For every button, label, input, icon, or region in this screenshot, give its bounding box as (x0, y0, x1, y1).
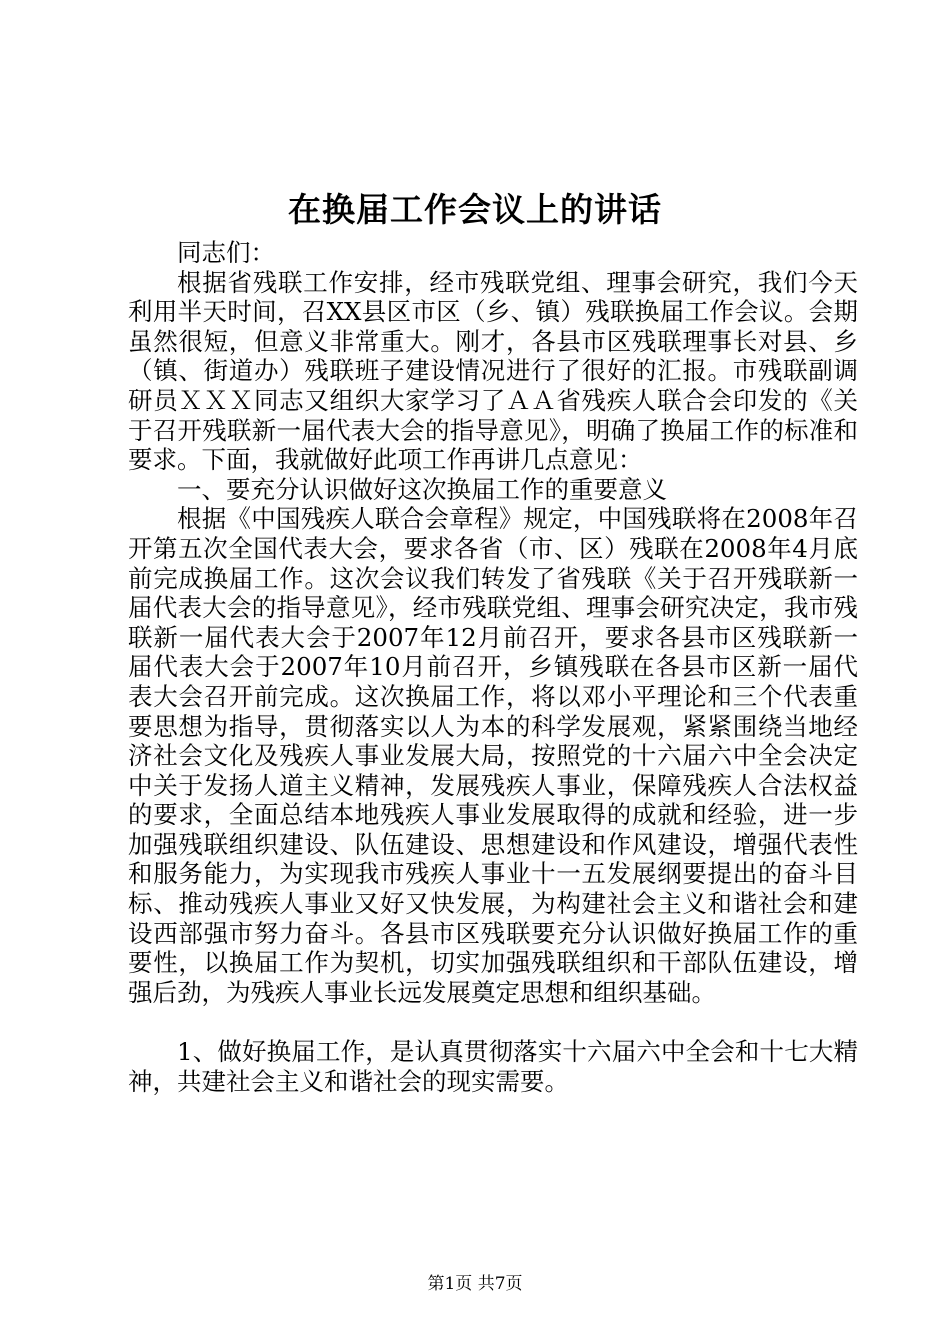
page-indicator: 第1页 共7页 (427, 1274, 523, 1294)
document-title: 在换届工作会议上的讲话 (288, 190, 662, 229)
salutation: 同志们： (177, 238, 275, 267)
section-heading-1: 一、要充分认识做好这次换届工作的重要意义 (177, 474, 667, 504)
paragraph-section-1: 根据《中国残疾人联合会章程》规定，中国残联将在2008年召开第五次全国代表大会，要求各省（市、区）残联在2008年4月底前完成换届工作。这次会议我们转发了省残联《关于召开残联新一届代表大会的指导意见》，经市残联党组、理事会研究决定，我市残联新一届代表大会于2007年12月前召开，要求各县市区残联新一届代表大会于2007年10月前召开，乡镇残联在各县市区新一届代表大会召开前完成。这次换届工作，将以邓小平理论和三个代表重要思想为指导，贯彻落实以人为本的科学发展观，紧紧围绕当地经济社会文化及残疾人事业发展大局，按照党的十六届六中全会决定中关于发扬人道主义精神，发展残疾人事业，保障残疾人合法权益的要求，全面总结本地残疾人事业发展取得的成就和经验，进一步加强残联组织建设、队伍建设、思想建设和作风建设，增强代表性和服务能力，为实现我市残疾人事业十一五发展纲要提出的奋斗目标、推动残疾人事业又好又快发展，为构建社会主义和谐社会和建设西部强市努力奋斗。各县市区残联要充分认识做好换届工作的重要性，以换届工作为契机，切实加强残联组织和干部队伍建设，增强后劲，为残疾人事业长远发展奠定思想和组织基础。 (128, 504, 858, 1007)
document-body (128, 238, 858, 1096)
paragraph-intro: 根据省残联工作安排，经市残联党组、理事会研究，我们今天利用半天时间，召XX县区市区（乡、镇）残联换届工作会议。会期虽然很短，但意义非常重大。刚才，各县市区残联理事长对县、乡（镇、街道办）残联班子建设情况进行了很好的汇报。市残联副调研员ＸＸＸ同志又组织大家学习了ＡＡ省残疾人联合会印发的《关于召开残联新一届代表大会的指导意见》，明确了换届工作的标准和要求。下面，我就做好此项工作再讲几点意见： (128, 267, 858, 475)
paragraph-point-1: 1、做好换届工作，是认真贯彻落实十六届六中全会和十七大精神，共建社会主义和谐社会的现实需要。 (128, 1037, 858, 1096)
